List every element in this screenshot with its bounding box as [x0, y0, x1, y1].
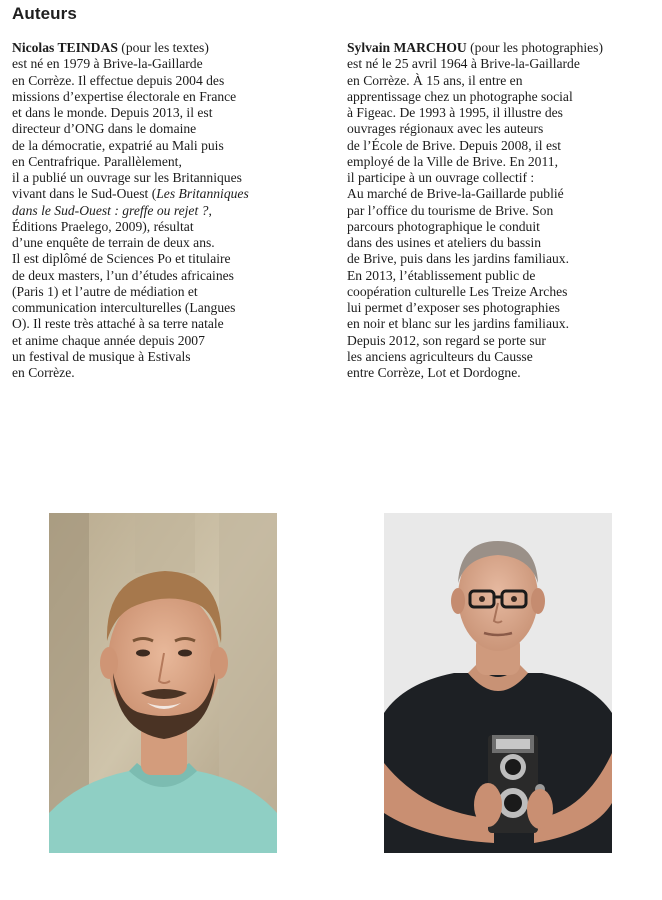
bio-line: Éditions Praelego, 2009), résultat [12, 218, 194, 234]
bio-header-line [12, 40, 332, 56]
bio-line: de la démocratie, expatrié au Mali puis [12, 137, 224, 153]
portrait-illustration [384, 513, 612, 853]
bio-line: entre Corrèze, Lot et Dordogne. [347, 365, 521, 380]
bio-line: lui permet d’exposer ses photographies [347, 300, 560, 315]
bio-line: (Paris 1) et l’autre de médiation et [12, 283, 198, 299]
bio-line: directeur d’ONG dans le domaine [12, 121, 197, 137]
bio-line: de l’École de Brive. Depuis 2008, il est [347, 137, 562, 153]
bio-line: et dans le monde. Depuis 2013, il est [12, 105, 213, 120]
bio-line: Depuis 2012, son regard se porte sur [347, 332, 546, 348]
author-role: (pour les photographies) [466, 40, 604, 55]
bio-line: Il est diplômé de Sciences Po et titulaire [12, 251, 231, 267]
bio-line: est né le 25 avril 1964 à Brive-la-Gaillarde [347, 56, 580, 72]
bio-line: En 2013, l’établissement public de [347, 267, 536, 283]
bio-line: les anciens agriculteurs du Causse [347, 348, 533, 364]
bio-line: Au marché de Brive-la-Gaillarde publié [347, 186, 564, 202]
book-title: Les Britanniques [156, 186, 249, 202]
bio-line: de deux masters, l’un d’études africaines [12, 267, 234, 283]
bio-line: de Brive, puis dans les jardins familiaux. [347, 251, 569, 267]
bio-line: employé de la Ville de Brive. En 2011, [347, 153, 558, 169]
bio-line: en Corrèze. [12, 365, 75, 380]
bio-text: vivant dans le Sud-Ouest ( [12, 186, 157, 202]
bio-line: coopération culturelle Les Treize Arches [347, 283, 568, 299]
author-name: Nicolas TEINDAS [12, 40, 118, 55]
bio-line: en Corrèze. Il effectue depuis 2004 des [12, 72, 225, 88]
bio-header-line [347, 40, 662, 56]
bio-line: en noir et blanc sur les jardins familiaux. [347, 316, 569, 332]
bio-line: est né en 1979 à Brive-la-Gaillarde [12, 56, 203, 72]
portrait-sylvain-marchou [384, 513, 612, 853]
bio-sylvain-marchou [347, 40, 662, 381]
bio-nicolas-teindas [12, 40, 332, 381]
bio-line: dans des usines et ateliers du bassin [347, 235, 542, 250]
portrait-nicolas-teindas [49, 513, 277, 853]
bio-line: communication interculturelles (Langues [12, 300, 236, 315]
bio-line: parcours photographique le conduit [347, 218, 540, 234]
bio-line: il participe à un ouvrage collectif : [347, 170, 535, 185]
bio-line [12, 186, 332, 202]
bio-text: , [208, 202, 212, 218]
bio-line: O). Il reste très attaché à sa terre natale [12, 316, 224, 332]
bio-line: missions d’expertise électorale en France [12, 88, 237, 104]
bio-line: en Corrèze. À 15 ans, il entre en [347, 72, 523, 88]
bio-line: par l’office du tourisme de Brive. Son [347, 202, 554, 218]
bio-line: il a publié un ouvrage sur les Britanniques [12, 170, 242, 185]
portrait-illustration [49, 513, 277, 853]
book-title-cont: dans le Sud-Ouest : greffe ou rejet ? [12, 202, 209, 218]
bio-line: en Centrafrique. Parallèlement, [12, 153, 182, 169]
bio-line: et anime chaque année depuis 2007 [12, 332, 205, 348]
bio-line [12, 203, 332, 219]
bio-line: ouvrages régionaux avec les auteurs [347, 121, 544, 137]
author-role: (pour les textes) [117, 40, 209, 55]
author-name: Sylvain MARCHOU [347, 40, 467, 55]
bio-line: d’une enquête de terrain de deux ans. [12, 235, 215, 250]
bio-line: apprentissage chez un photographe social [347, 88, 573, 104]
bio-line: à Figeac. De 1993 à 1995, il illustre des [347, 105, 563, 120]
bio-line: un festival de musique à Estivals [12, 348, 191, 364]
page-title: Auteurs [12, 4, 77, 23]
